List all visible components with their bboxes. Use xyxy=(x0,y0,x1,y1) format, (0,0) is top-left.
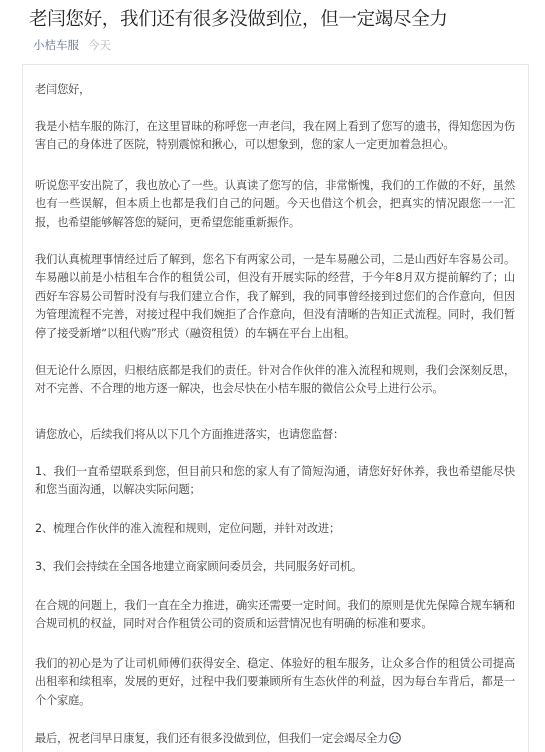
letter-greeting: 老闫您好， xyxy=(35,83,91,96)
crying-face-icon xyxy=(389,732,401,744)
letter-paragraph-5: 请您放心，后续我们将从以下几个方面推进落实，也请您监督： xyxy=(35,428,345,441)
letter-paragraph-10: 我们的初心是为了让司机师傅们获得安全、稳定、体验好的租车服务，让众多合作的租赁公司提高出租率和续租率，发展的更好，过程中我们要兼顾所有生态伙伴的利益，因为每台车背后，都是一个个家庭。 xyxy=(35,657,515,707)
article-meta xyxy=(33,38,111,52)
letter-paragraph-6: 1、我们一直希望联系到您，但目前只和您的家人有了简短沟通，请您好好休养，我也希望能尽快和您当面沟通，以解决实际问题； xyxy=(35,465,515,497)
letter-paragraph-8: 3、我们会持续在全国各地建立商家顾问委员会，共同服务好司机。 xyxy=(35,560,363,573)
letter-closing-text: 最后，祝老闫早日康复，我们还有很多没做到位，但我们一定会竭尽全力 xyxy=(35,732,389,745)
letter-paragraph-4: 但无论什么原因，归根结底都是我们的责任。针对合作伙伴的准入流程和规则，我们会深刻反思，对不完善、不合理的地方逐一解决，也会尽快在小桔车服的微信公众号上进行公示。 xyxy=(35,364,515,396)
page-title: 老闫您好，我们还有很多没做到位，但一定竭尽全力 xyxy=(29,9,448,30)
letter-paragraph-3: 我们认真梳理事情经过后了解到，您名下有两家公司，一是车易融公司，二是山西好车容易公司。车易融以前是小桔租车合作的租赁公司，但没有开展实际的经营，于今年8月双方提前解约了；山西好车容易公司暂时没有与我们建立合作，我了解到，我的同事曾经接到过您们的合作意向，但因为管理流程不完善，对接过程中我们婉拒了合作意向，但没有清晰的告知正式流程。同时，我们暂停了接受新增“以租代购”形式（融资租赁）的车辆在平台上出租。 xyxy=(35,253,515,340)
author-link[interactable]: 小桔车服 xyxy=(33,38,79,52)
publish-time: 今天 xyxy=(88,38,111,52)
letter-paragraph-2: 听说您平安出院了，我也放心了一些。认真读了您写的信，非常惭愧，我们的工作做的不好，虽然也有一些误解，但本质上也都是我们自己的问题。今天也借这个机会，把真实的情况跟您一一汇报，也希望能够解答您的疑问，更希望您能重新振作。 xyxy=(35,179,515,229)
letter-paragraph-9: 在合规的问题上，我们一直在全力推进，确实还需要一定时间。我们的原则是优先保障合规车辆和合规司机的权益，同时对合作租赁公司的资质和运营情况也有明确的标准和要求。 xyxy=(35,599,515,631)
letter-paragraph-1: 我是小桔车服的陈汀，在这里冒昧的称呼您一声老闫，我在网上看到了您写的遗书，得知您因为伤害自己的身体进了医院，特别震惊和揪心，可以想象到，您的家人一定更加着急担心。 xyxy=(35,120,515,152)
letter-paragraph-7: 2、梳理合作伙伴的准入流程和规则，定位问题，并针对改进； xyxy=(35,522,340,535)
letter-closing xyxy=(35,730,515,748)
letter-image xyxy=(22,64,529,752)
